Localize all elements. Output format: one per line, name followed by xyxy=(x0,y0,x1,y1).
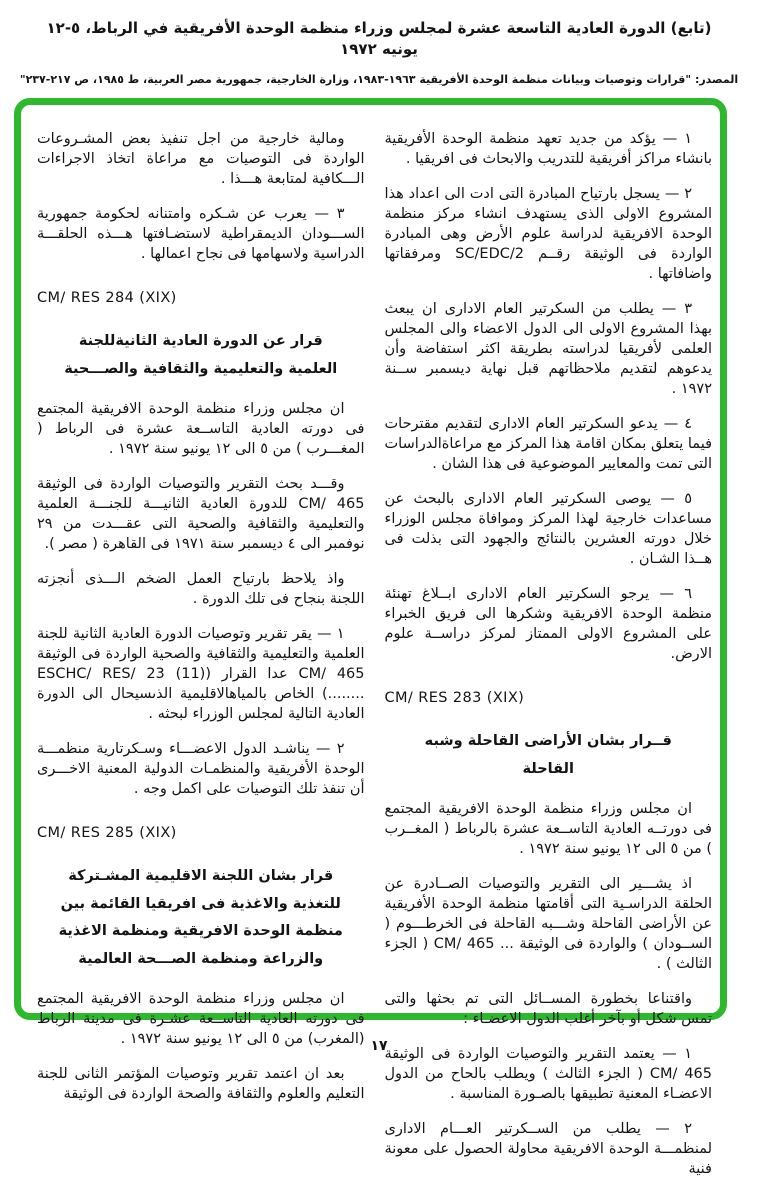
resolution-label: CM/ RES 284 (XIX) xyxy=(37,290,177,306)
paragraph: ١ — يؤكد من جديد تعهد منظمة الوحدة الأفريقية بانشاء مراكز أفريقية للتدريب والابحاث فى افريقيا . xyxy=(384,131,712,167)
page-number: ١٧ xyxy=(370,1038,388,1054)
paragraph: ان مجلس وزراء منظمة الوحدة الافريقية المجتمع فى دورته العادية التاســعة عشـرة فى مدينة الرباط (المغرب) من ٥ الى ١٢ يونيو سنة ١٩٧٢ . xyxy=(37,991,365,1048)
paragraph: ان مجلس وزراء منظمة الوحدة الافريقية المجتمع فى دورتــه العادية التاســعة عشرة بالرباط ( المغــرب ) من ٥ الى ١٢ يونيو سنة ١٩٧٢ . xyxy=(384,801,712,858)
paragraph: ٢ — يسجل بارتياح المبادرة التى ادت الى اعداد هذا المشروع الاولى الذى يستهدف انشاء مركز منظمة الوحدة الافريقية لدراسة علوم الأرض وهى المبادرة الواردة فى الوثيقة رقــم SC/EDC/2 ومرفقاتها واضافاتها . xyxy=(384,186,712,282)
paragraph: بعد ان اعتمد تقرير وتوصيات المؤتمر الثانى للجنة التعليم والعلوم والثقافة والصحة الواردة فى الوثيقة xyxy=(37,1066,365,1103)
paragraph: ٦ — يرجو السكرتير العام الادارى ابــلاغ تهنئة منظمة الوحدة الافريقية وشكرها الى فريق الخبراء على المشروع الاولى الممتاز لمركز دراســة علوم الارض. xyxy=(384,586,712,662)
paragraph: واقتناعا بخطورة المســائل التى تم بحثها والتى تمس شكل أو بآخر أغلب الدول الاعضـاء : xyxy=(384,991,712,1028)
resolution-label: CM/ RES 283 (XIX) xyxy=(384,690,525,706)
paragraph: ١ — يعتمد التقرير والتوصيات الواردة فى الوثيقة CM/ 465 ( الجزء الثالث ) ويطلب بالحاح من الدول الاعضـاء المعنية تطبيقها بالصـورة المناسبة . xyxy=(384,1046,712,1103)
document-header xyxy=(0,0,758,86)
document-title: (تابع) الدورة العادية التاسعة عشرة لمجلس وزراء منظمة الوحدة الأفريقية في الرباط، ٥-١٢ يونيه ١٩٧٢ xyxy=(46,19,712,58)
paragraph: وقـــد بحث التقرير والتوصيات الواردة فى الوثيقة CM/ 465 للدورة العادية الثانيـــة للجنـــة العلمية والتعليمية والثقافية والصحية التى عقـــدت من ٢٩ نوفمبر الى ٤ ديسمبر سنة ١٩٧١ فى القاهرة ( مصر ). xyxy=(37,476,365,553)
paragraph: ٣ — يطلب من السكرتير العام الادارى ان يبعث بهذا المشروع الاولى الى الدول الاعضاء والى المجلس العلمى لأفريقيا لدراسته بطريقة اكثر استفاضة وأن يدعوهم لتقديم ملاحظاتهم قبل نهاية ديسمبر ســنة ١٩٧٢ . xyxy=(384,301,712,397)
resolution-heading: قرار عن الدورة العادية الثانيةللجنة العلمية والتعليمية والثقافية والصـــحية xyxy=(64,333,338,377)
paragraph: واذ يلاحظ بارتياح العمل الضخم الـــذى أنجزته اللجنة بنجاح فى تلك الدورة . xyxy=(37,571,365,608)
paragraph: ٢ — يطلب من الســكرتير العـــام الادارى لمنظمـــة الوحدة الافريقية محاولة الحصول على معونة فنية xyxy=(384,1121,712,1178)
paragraph: ٢ — يناشـد الدول الاعضـــاء وسـكرتارية منظمـــة الوحدة الأفريقية والمنظمـات الدولية المعنية الاخـــرى أن تنفذ تلك التوصيات على اكمل وجه . xyxy=(37,741,365,798)
left-column xyxy=(37,129,365,1103)
right-column xyxy=(384,129,713,1178)
resolution-heading: قرار بشان اللجنة الاقليمية المشـتركة للتغذية والاغذية فى افريقيا القائمة بين منظمة الوحدة الافريقية ومنظمة الاغذية والزراعة ومنظمة الصـــحة العالمية xyxy=(58,868,343,967)
paragraph: ٥ — يوصى السكرتير العام الادارى بالبحث عن مساعدات خارجية لهذا المركز وموافاة مجلس الوزراء خلال دورته العشرين بالنتائج والجهود التى بذلت فى هــذا الشـان . xyxy=(384,491,712,567)
paragraph: اذ يشـــير الى التقرير والتوصيات الصــادرة عن الحلقة الدراسـية التى أقامتها منظمة الوحدة الأفريقية عن الأراضى القاحلة وشـــبه القاحلة فى الخرطـــوم ( الســودان ) والواردة فى الوثيقة ... CM/ 465 ( الجزء الثالث ) . xyxy=(384,876,712,973)
paragraph: ومالية خارجية من اجل تنفيذ بعض المشـروعات الواردة فى التوصيات مع مراعاة اتخاذ الاجراءات الـــكافية لمتابعة هـــذا . xyxy=(37,131,365,187)
paragraph: ١ — يقر تقرير وتوصيات الدورة العادية الثانية للجنة العلمية والتعليمية والثقافية والصحية الواردة فى الوثيقة CM/ 465 عدا القرار (ESCHC/ RES/ 23 (11) ........) الخاص بالمياهالاقليمية الذىسيحال الى الدورة العادية التالية لمجلس الوزراء لبحثه . xyxy=(37,626,365,723)
document-source-line: المصدر: "قرارات وتوصيات وبيانات منظمة الوحدة الأفريقية ١٩٦٣-١٩٨٣، وزارة الخارجية، جمهورية مصر العربية، ط ١٩٨٥، ص ٢١٧-٢٣٧" xyxy=(19,73,739,86)
paragraph: ٣ — يعرب عن شـكره وامتنانه لحكومة جمهورية الســـودان الديمقراطية لاستضـافتها هـــذه الحلقـــة الدراسية ولاسهامها فى نجاح اعمالها . xyxy=(37,206,365,262)
paragraph: ان مجلس وزراء منظمة الوحدة الافريقية المجتمع فى دورته العادية التاســعة عشرة فى الرباط ( المغـــرب ) من ٥ الى ١٢ يونيو سنة ١٩٧٢ . xyxy=(37,401,365,458)
paragraph: ٤ — يدعو السكرتير العام الادارى لتقديم مقترحات فيما يتعلق بمكان اقامة هذا المركز مع مراعاةالدراسات التى تمت والمعايير الموضوعية فى هذا الشان . xyxy=(384,416,712,472)
resolution-label: CM/ RES 285 (XIX) xyxy=(37,825,177,842)
resolution-heading: قــرار بشان الأراضى القاحلة وشبه القاحلة xyxy=(424,733,672,777)
